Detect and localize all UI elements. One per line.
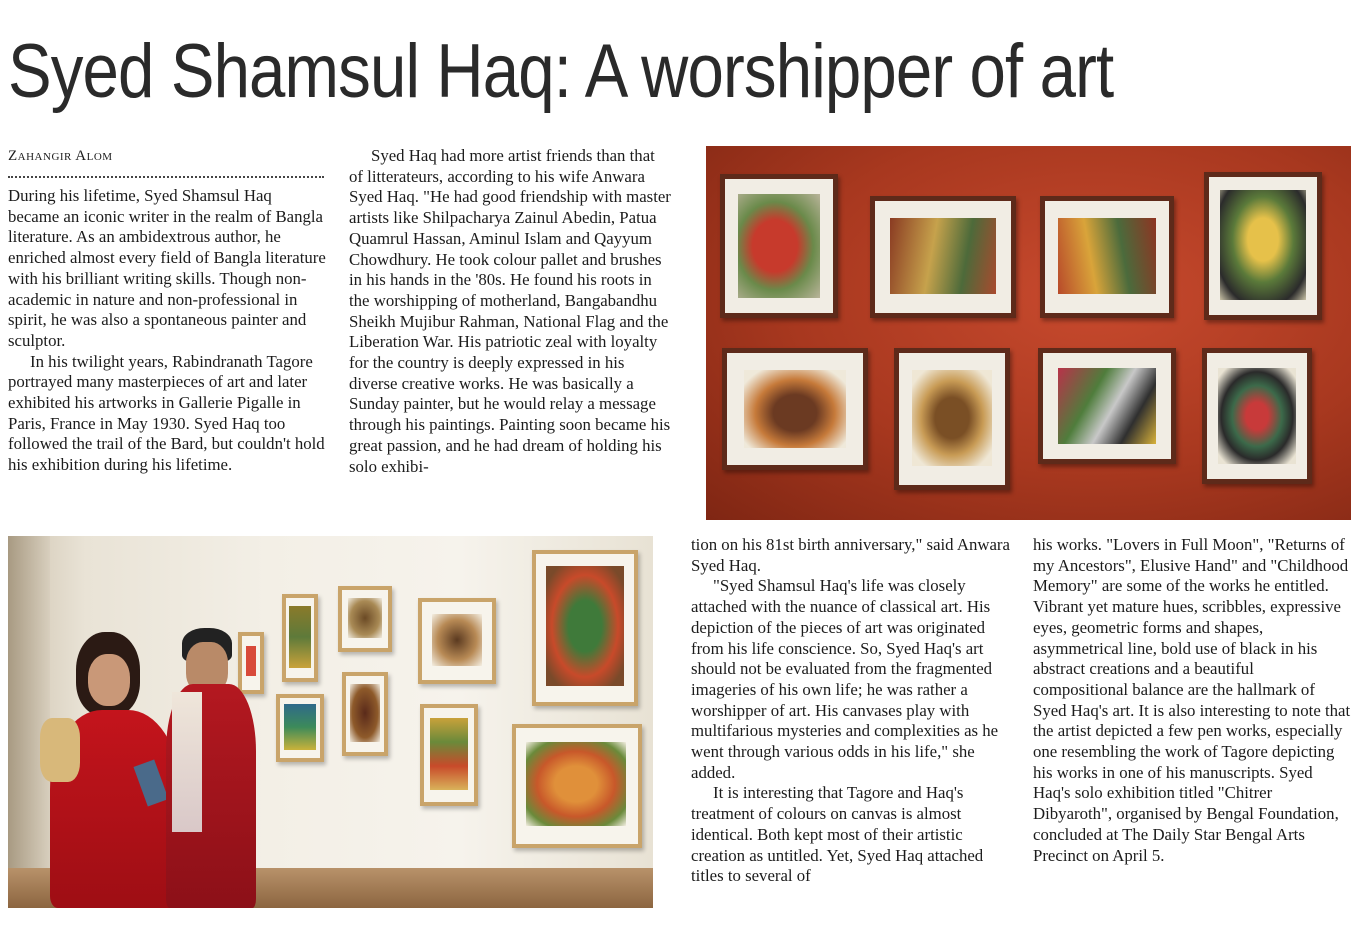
framed-painting [894,348,1010,490]
framed-painting [342,672,388,756]
framed-painting [1204,172,1322,320]
article-column-1 [8,146,326,476]
framed-painting [532,550,638,706]
framed-painting [1202,348,1312,484]
framed-painting [276,694,324,762]
framed-painting [420,704,478,806]
article-column-4 [1033,535,1351,866]
headline: Syed Shamsul Haq: A worshipper of art [8,29,1114,114]
framed-painting [720,174,838,318]
man-visitor [152,628,262,908]
framed-painting [870,196,1016,318]
paragraph: tion on his 81st birth anniversary," said Anwara Syed Haq. [691,535,1010,575]
framed-painting [282,594,318,682]
byline-divider [8,170,324,178]
framed-painting [1038,348,1176,464]
paragraph: "Syed Shamsul Haq's life was closely attached with the nuance of classical art. His depiction of the pieces of art was originated from his life conscience. So, Syed Haq's art should not be evaluated from the fragmented imageries of his own life; he was rather a worshipper of art. His canvases play with multifarious mysteries and complexities as he went through various odds in his life," she added. [691,576,999,782]
paragraph: During his lifetime, Syed Shamsul Haq became an iconic writer in the realm of Bangla literature. As an ambidextrous author, he enriched almost every field of Bangla literature with his brilliant writing skills. Though non-academic in nature and non-professional in spirit, he was also a spontaneous painter and sculptor. [8,186,326,350]
framed-painting [1040,196,1174,318]
article-column-3 [691,535,1011,887]
framed-painting [338,586,392,652]
paragraph: Syed Haq had more artist friends than that of litterateurs, according to his wife Anwara Syed Haq. "He had good friendship with master artists like Shilpacharya Zainul Abedin, Patua Quamrul Hassan, Aminul Islam and Qayyum Chowdhury. He took colour pallet and brushes in his hands in the '80s. He found his roots in the worshipping of motherland, Bangabandhu Sheikh Mujibur Rahman, National Flag and the Liberation War. His patriotic zeal with loyalty for the country is deeply expressed in his diverse creative works. He was basically a Sunday painter, but he would relay a message through his paintings. Painting soon became his great passion, and he had dream of holding his solo exhibi- [349,146,671,476]
framed-painting [722,348,868,470]
paragraph: It is interesting that Tagore and Haq's treatment of colours on canvas is almost identical. Both kept most of their artistic creation as untitled. Yet, Syed Haq attached titles to several of [691,783,984,886]
paragraph: In his twilight years, Rabindranath Tagore portrayed many masterpieces of art and later exhibited his artworks in Gallerie Pigalle in Paris, France in May 1930. Syed Haq too followed the trail of the Bard, but couldn't hold his exhibition during his lifetime. [8,351,325,475]
byline: Zahangir Alom [8,148,113,164]
framed-painting [418,598,496,684]
paragraph: his works. "Lovers in Full Moon", "Returns of my Ancestors", Elusive Hand" and "Childhood Memory" are some of the works he entitled. Vibrant yet mature hues, scribbles, expressive eyes, geometric forms and shapes, asymmetrical line, bold use of black in his abstract creations and a beautiful compositional balance are the hallmark of Syed Haq's art. It is also interesting to note that the artist depicted a few pen works, especially one resembling the work of Tagore depicting his works in one of his manuscripts. Syed Haq's solo exhibition titled "Chitrer Dibyaroth", organised by Bengal Foundation, concluded at The Daily Star Bengal Arts Precinct on April 5. [1033,535,1351,865]
paintings-wall-photo [706,146,1351,520]
framed-painting [512,724,642,848]
exhibition-visitors-photo [8,536,653,908]
article-column-2 [349,146,671,477]
